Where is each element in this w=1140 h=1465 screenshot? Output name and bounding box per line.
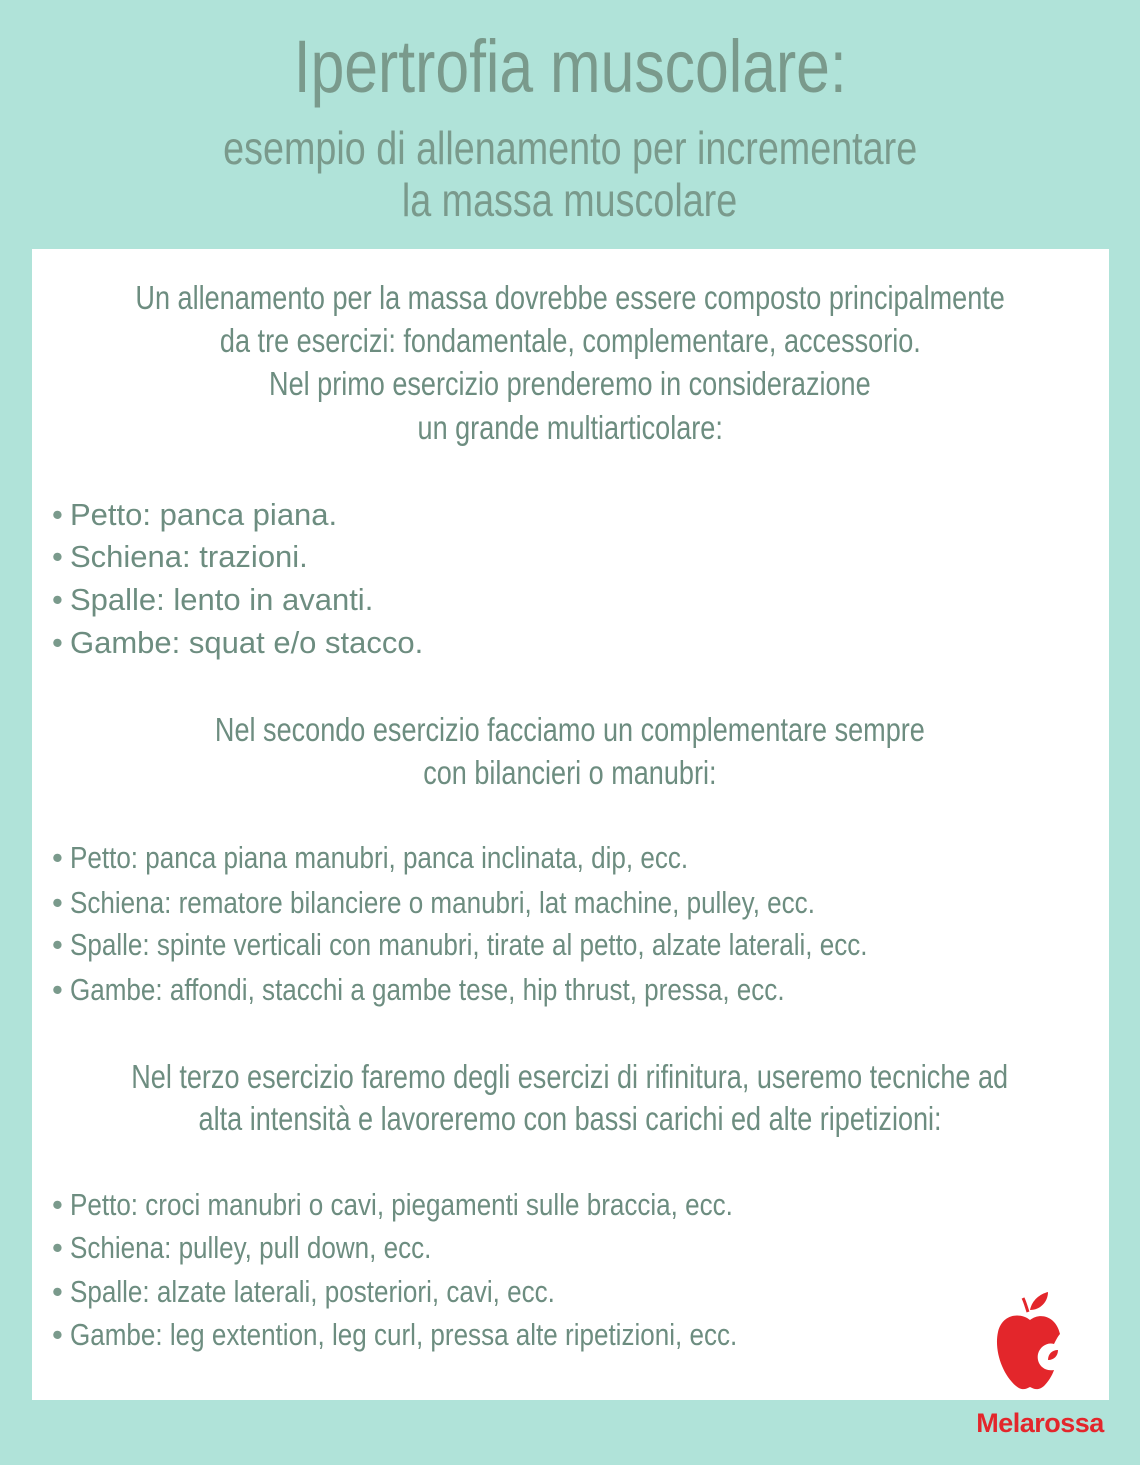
apple-icon [990, 1290, 1070, 1395]
list-item: • Spalle: spinte verticali con manubri, tirate al petto, alzate laterali, ecc. [52, 924, 1019, 966]
bullet-icon: • [52, 972, 63, 1007]
intro-line: un grande multiarticolare: [417, 409, 723, 446]
list-item: • Gambe: affondi, stacchi a gambe tese, hip thrust, pressa, ecc. [52, 969, 921, 1011]
bullet-icon: • [52, 1274, 63, 1309]
brand-logo-text: Melarossa [976, 1408, 1104, 1438]
bullet-icon: • [52, 885, 63, 920]
paragraph-line: alta intensità e lavoreremo con bassi carichi ed alte ripetizioni: [198, 1100, 942, 1137]
paragraph-line: Nel terzo esercizio faremo degli esercizi di rifinitura, useremo tecniche ad [131, 1058, 1009, 1095]
intro-line: Nel primo esercizio prenderemo in considerazione [269, 365, 871, 402]
list-item: • Spalle: alzate laterali, posteriori, cavi, ecc. [52, 1271, 647, 1313]
bullet-icon: • [52, 1230, 63, 1265]
bullet-icon: • [52, 1317, 63, 1352]
page-subtitle-line-1: esempio di allenamento per incrementare [222, 122, 917, 174]
intro-line: da tre esercizi: fondamentale, complementare, accessorio. [219, 322, 921, 359]
bullet-icon: • [52, 625, 63, 660]
list-item: • Schiena: trazioni. [52, 536, 308, 578]
page-title: Ipertrofia muscolare: [293, 25, 847, 108]
bullet-icon: • [52, 1187, 63, 1222]
bullet-icon: • [52, 840, 63, 875]
paragraph-line: con bilancieri o manubri: [423, 754, 717, 791]
paragraph-line: Nel secondo esercizio facciamo un complementare sempre [215, 711, 925, 748]
bullet-icon: • [52, 582, 63, 617]
list-item: • Gambe: squat e/o stacco. [52, 622, 423, 664]
list-item: • Schiena: pulley, pull down, ecc. [52, 1227, 500, 1269]
list-item: • Schiena: rematore bilanciere o manubri, lat machine, pulley, ecc. [52, 882, 957, 924]
list-item: • Petto: croci manubri o cavi, piegamenti sulle braccia, ecc. [52, 1184, 859, 1226]
list-item: • Petto: panca piana manubri, panca inclinata, dip, ecc. [52, 837, 806, 879]
bullet-icon: • [52, 497, 63, 532]
bullet-icon: • [52, 539, 63, 574]
list-item: • Petto: panca piana. [52, 494, 337, 536]
list-item: • Gambe: leg extention, leg curl, pressa alte ripetizioni, ecc. [52, 1314, 864, 1356]
list-item: • Spalle: lento in avanti. [52, 579, 373, 621]
intro-line: Un allenamento per la massa dovrebbe essere composto principalmente [135, 279, 1005, 316]
page-subtitle-line-2: la massa muscolare [402, 174, 738, 226]
bullet-icon: • [52, 927, 63, 962]
